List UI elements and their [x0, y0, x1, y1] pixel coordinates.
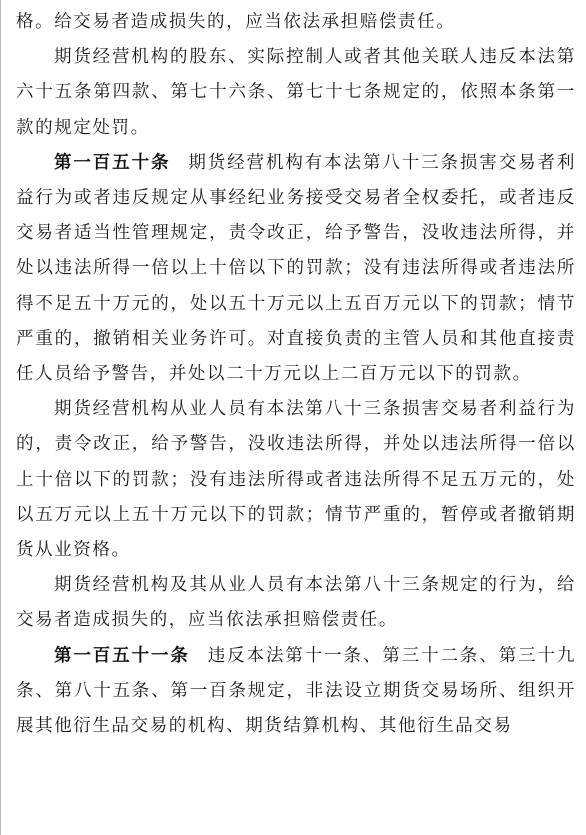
article-151-heading: 第一百五十一条: [54, 645, 190, 666]
article-151-body: 违反本法第十一条、第三十二条、第三十九条、第八十五条、第一百条规定，非法设立期货交易场所、组织开展其他衍生品交易的机构、期货结算机构、其他衍生品交易: [16, 645, 577, 737]
paragraph-compensation-liability: 期货经营机构及其从业人员有本法第八十三条规定的行为，给交易者造成损失的，应当依法承担赔偿责任。: [16, 575, 576, 631]
article-150: [16, 146, 576, 392]
paragraph-continuation: 格。给交易者造成损失的，应当依法承担赔偿责任。: [16, 12, 456, 32]
article-150-heading: 第一百五十条: [54, 152, 171, 173]
paragraph-practitioner-violation: 期货经营机构从业人员有本法第八十三条损害交易者利益行为的，责令改正，给予警告，没收违法所得，并处以违法所得一倍以上十倍以下的罚款；没有违法所得或者违法所得不足五万元的，处以五万元以上五十万元以下的罚款；情节严重的，暂停或者撤销期货从业资格。: [16, 399, 576, 561]
paragraph-shareholders-violation: 期货经营机构的股东、实际控制人或者其他关联人违反本法第六十五条第四款、第七十六条、第七十七条规定的，依照本条第一款的规定处罚。: [16, 47, 576, 138]
article-150-body: 期货经营机构有本法第八十三条损害交易者利益行为或者违反规定从事经纪业务接受交易者全权委托，或者违反交易者适当性管理规定，责令改正，给予警告，没收违法所得，并处以违法所得一倍以上十倍以下的罚款；没有违法所得或者违法所得不足五十万元的，处以五十万元以上五百万元以下的罚款；情节严重的，撤销相关业务许可。对直接负责的主管人员和其他直接责任人员给予警告，并处以二十万元以上二百万元以下的罚款。: [16, 152, 576, 385]
article-151: [16, 639, 576, 745]
